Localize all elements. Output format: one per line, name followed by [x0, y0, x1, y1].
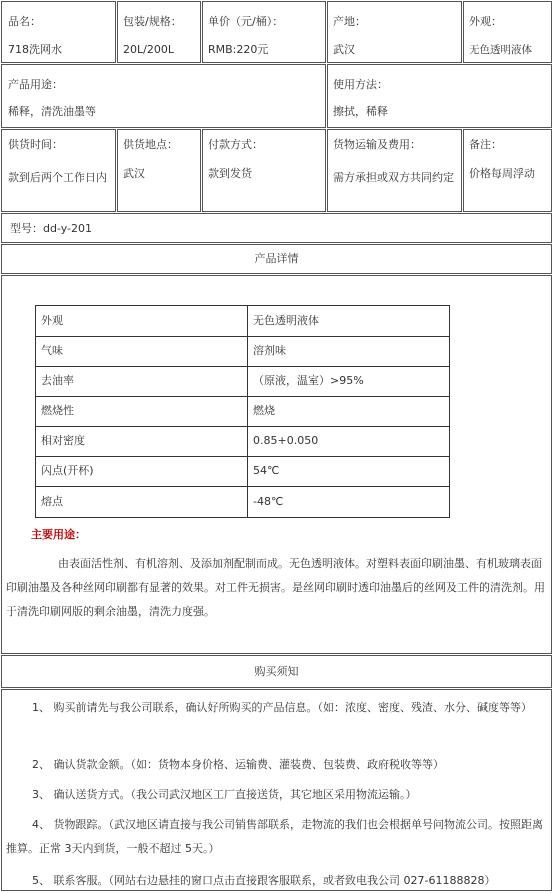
- payment-label: 付款方式：: [208, 138, 263, 151]
- shipping-cell: [327, 129, 462, 212]
- origin-cell: [327, 1, 462, 63]
- package-label: 包装/规格：: [123, 15, 182, 28]
- spec-key: 相对密度: [41, 434, 85, 447]
- spec-key: 气味: [41, 344, 63, 357]
- spec-value: 溶剂味: [253, 344, 286, 357]
- spec-row: [36, 396, 449, 427]
- usage-paragraph: 由表面活性剂、有机溶剂、及添加剂配制而成。无色透明液体。对塑料表面印刷油墨、有机玻璃表面印刷油墨及各种丝网印刷都有显著的效果。对工件无损害。是丝网印刷时透印油墨后的丝网及工件的清洗剂。用于清洗印刷网版的剩余油墨，清洗力度强。: [6, 557, 545, 618]
- spec-row: [36, 366, 449, 397]
- package-value: 20L/200L: [123, 43, 174, 56]
- spec-row: [36, 426, 449, 457]
- notice-title: 购买须知: [1, 655, 552, 688]
- shipping-label: 货物运输及费用：: [333, 138, 421, 151]
- notice-item: 4、 货物跟踪。（武汉地区请直接与我公司销售部联系，走物流的我们也会根据单号问物流公司。按照距离推算。正常 3天内到货，一般不超过 5天。）: [6, 818, 543, 855]
- spec-value: 燃烧: [253, 404, 275, 417]
- supply-time-label: 供货时间：: [8, 138, 63, 151]
- origin-value: 武汉: [333, 43, 355, 56]
- spec-value: -48℃: [253, 495, 284, 508]
- shipping-value: 需方承担或双方共同约定: [333, 171, 454, 184]
- spec-value: 0.85+0.050: [253, 434, 319, 447]
- product-name-cell: [1, 1, 116, 63]
- spec-value: 无色透明液体: [253, 314, 319, 327]
- spec-row: [36, 456, 449, 487]
- product-name-label: 品名：: [8, 15, 41, 28]
- spec-value: （原液，温室）>95%: [253, 374, 364, 387]
- supply-place-value: 武汉: [123, 167, 145, 180]
- spec-table: [35, 305, 450, 518]
- package-cell: [117, 1, 201, 63]
- origin-label: 产地：: [333, 15, 366, 28]
- appearance-cell: [463, 1, 552, 63]
- spec-key: 外观: [41, 314, 63, 327]
- usage-cell: [1, 64, 326, 128]
- spec-key: 熔点: [41, 495, 63, 508]
- spec-value: 54℃: [253, 464, 280, 477]
- price-value: RMB:220元: [208, 43, 269, 56]
- supply-place-cell: [117, 129, 201, 212]
- payment-cell: [202, 129, 326, 212]
- details-title: 产品详情: [1, 244, 552, 274]
- spec-key: 去油率: [41, 374, 74, 387]
- usage-value: 稀释，清洗油墨等: [8, 105, 96, 118]
- usage-label: 产品用途：: [8, 78, 63, 91]
- spec-row: [36, 486, 449, 516]
- notice-item: 3、 确认送货方式。（我公司武汉地区工厂直接送货，其它地区采用物流运输。）: [32, 788, 417, 801]
- product-name-value: 718洗网水: [8, 43, 62, 56]
- spec-key: 燃烧性: [41, 404, 74, 417]
- remark-cell: [463, 129, 552, 212]
- spec-key: 闪点(开杯): [41, 464, 94, 477]
- appearance-label: 外观：: [469, 15, 502, 28]
- appearance-value: 无色透明液体: [469, 44, 532, 56]
- spec-row: [36, 306, 449, 337]
- payment-value: 款到发货: [208, 167, 252, 180]
- model-number: 型号：dd-y-201: [10, 222, 93, 235]
- model-row: [1, 213, 552, 243]
- notice-item: 5、 联系客服。（网站右边悬挂的窗口点击直接跟客服联系，或者致电我公司 027-61188828）: [32, 874, 496, 887]
- method-label: 使用方法：: [333, 78, 388, 91]
- notice-item: 2、 确认货款金额。（如：货物本身价格、运输费、灌装费、包装费、政府税收等等）: [32, 758, 444, 771]
- method-cell: [327, 64, 552, 128]
- supply-place-label: 供货地点：: [123, 138, 178, 151]
- remark-label: 备注：: [469, 138, 502, 151]
- usage-heading: 主要用途：: [31, 528, 86, 541]
- method-value: 擦拭，稀释: [333, 105, 388, 118]
- notice-item: 1、 购买前请先与我公司联系，确认好所购买的产品信息。（如：浓度、密度、残渣、水分、碱度等等）: [32, 701, 532, 714]
- remark-value: 价格每周浮动: [469, 167, 535, 180]
- supply-time-cell: [1, 129, 116, 212]
- spec-row: [36, 336, 449, 367]
- price-label: 单价（元/桶）：: [208, 15, 284, 28]
- supply-time-value: 款到后两个工作日内: [8, 171, 107, 184]
- price-cell: [202, 1, 326, 63]
